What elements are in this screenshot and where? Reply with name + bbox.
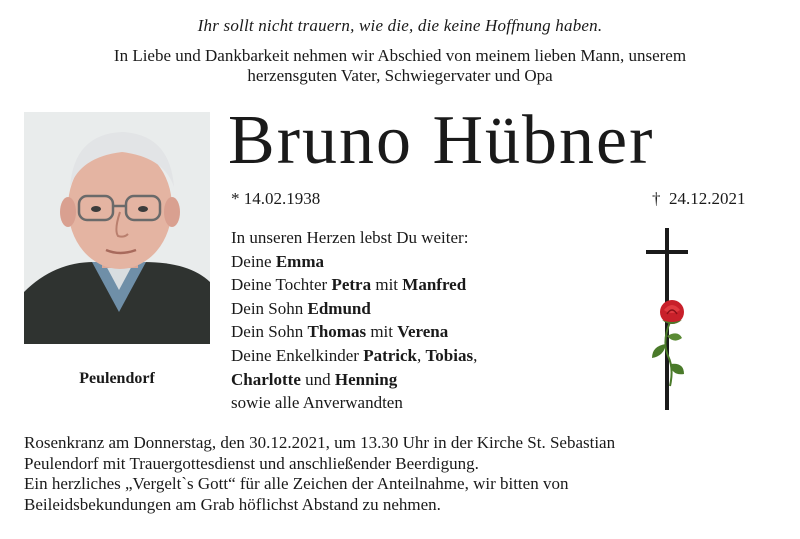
family-name: Thomas (307, 322, 367, 342)
birth-star-icon: * (231, 189, 240, 208)
family-name: Emma (275, 251, 325, 271)
death-date-value: 24.12.2021 (669, 189, 746, 208)
family-name: Charlotte (231, 369, 301, 389)
portrait-photo (24, 112, 210, 344)
family-name: Edmund (307, 298, 371, 318)
place-label: Peulendorf (79, 370, 155, 387)
family-name: Petra (331, 275, 372, 295)
family-name: Patrick (363, 345, 418, 365)
bible-quote: Ihr sollt nicht trauern, wie die, die keine Hoffnung haben. (197, 16, 603, 35)
family-line: Charlotte und Henning (231, 369, 398, 389)
family-line: sowie alle Anverwandten (231, 393, 403, 413)
funeral-info (24, 433, 784, 515)
portrait-photo-drawing (24, 112, 210, 344)
death-dagger-icon: † (652, 189, 661, 208)
family-name: Henning (334, 369, 398, 389)
footer-line: Rosenkranz am Donnerstag, den 30.12.2021, um 13.30 Uhr in der Kirche St. Sebastian (24, 433, 616, 452)
intro-line-1: In Liebe und Dankbarkeit nehmen wir Abschied von meinem lieben Mann, unserem (113, 46, 687, 65)
footer-line: Peulendorf mit Trauergottesdienst und anschließender Beerdigung. (24, 453, 479, 473)
family-line: In unseren Herzen lebst Du weiter: (231, 228, 469, 247)
family-name: Manfred (402, 275, 467, 295)
death-date (652, 189, 746, 209)
family-name: Verena (397, 322, 449, 342)
birth-date-value: 14.02.1938 (243, 189, 321, 208)
family-line: Deine Emma (231, 251, 325, 271)
family-line: Deine Tochter Petra mit Manfred (231, 275, 467, 295)
family-line: Dein Sohn Thomas mit Verena (231, 322, 449, 342)
cross-with-rose-icon (640, 226, 700, 414)
family-list (231, 226, 477, 415)
cross-drawing (640, 226, 700, 414)
birth-date (231, 189, 320, 209)
family-name: Tobias (425, 345, 474, 365)
intro-text (40, 46, 760, 86)
intro-line-2: herzensguten Vater, Schwiegervater und Opa (247, 66, 553, 85)
family-line: Deine Enkelkinder Patrick, Tobias, (231, 345, 478, 365)
footer-line: Ein herzliches „Vergelt`s Gott“ für alle Zeichen der Anteilnahme, wir bitten von (24, 474, 569, 493)
family-line: Dein Sohn Edmund (231, 298, 371, 318)
footer-line: Beileidsbekundungen am Grab höflichst Abstand zu nehmen. (24, 494, 441, 514)
deceased-name: Bruno Hübner (228, 102, 655, 179)
